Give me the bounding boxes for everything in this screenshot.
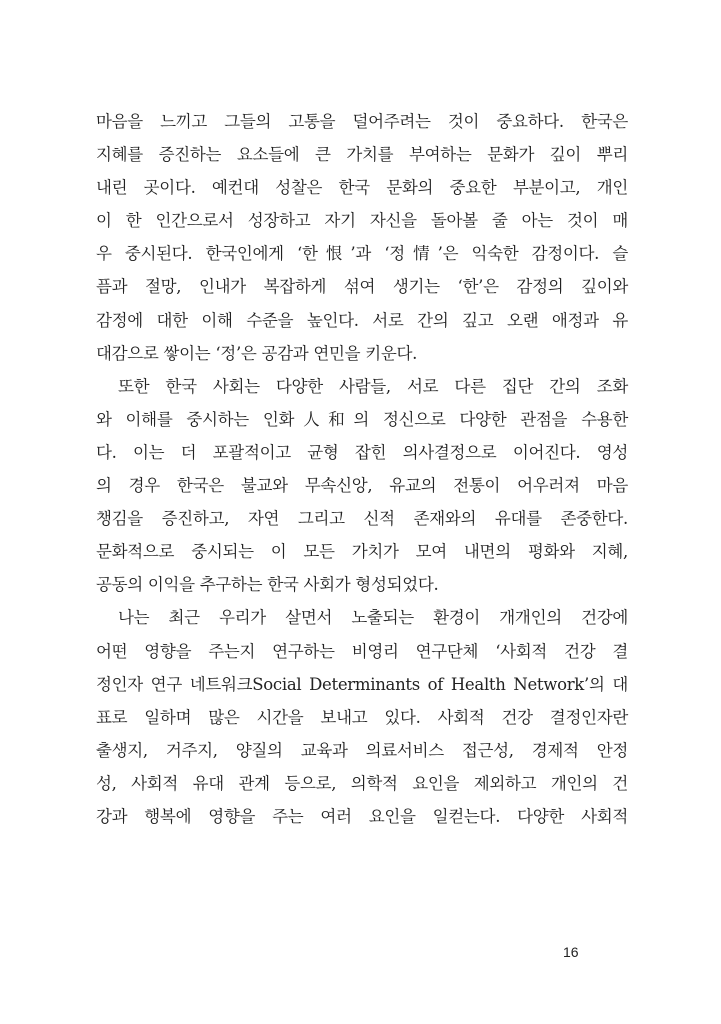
text-line: 와 이해를 중시하는 인화人和의 정신으로 다양한 관점을 수용한 — [96, 409, 628, 429]
text-line: 공동의 이익을 추구하는 한국 사회가 형성되었다. — [96, 575, 439, 595]
text-line: 대감으로 쌓이는 ‘정’은 공감과 연민을 키운다. — [96, 343, 418, 363]
text-line: 성, 사회적 유대 관계 등으로, 의학적 요인을 제외하고 개인의 건 — [96, 773, 628, 793]
text-line: 지혜를 증진하는 요소들에 큰 가치를 부여하는 문화가 깊이 뿌리 — [96, 145, 628, 165]
text-line: 내린 곳이다. 예컨대 성찰은 한국 문화의 중요한 부분이고, 개인 — [96, 178, 628, 198]
body-text — [96, 105, 628, 833]
text-line: 픔과 절망, 인내가 복잡하게 섞여 생기는 ‘한’은 감정의 깊이와 — [96, 277, 628, 297]
text-line: 마음을 느끼고 그들의 고통을 덜어주려는 것이 중요하다. 한국은 — [96, 112, 628, 131]
text-line: 출생지, 거주지, 양질의 교육과 의료서비스 접근성, 경제적 안정 — [96, 740, 628, 760]
page-number: 16 — [563, 944, 579, 960]
text-line: 어떤 영향을 주는지 연구하는 비영리 연구단체 ‘사회적 건강 결 — [96, 641, 628, 661]
text-line: 다. 이는 더 포괄적이고 균형 잡힌 의사결정으로 이어진다. 영성 — [96, 442, 628, 462]
text-line: 강과 행복에 영향을 주는 여러 요인을 일컫는다. 다양한 사회적 — [96, 806, 628, 826]
text-line: 챙김을 증진하고, 자연 그리고 신적 존재와의 유대를 존중한다. — [96, 509, 628, 529]
text-line: 문화적으로 중시되는 이 모든 가치가 모여 내면의 평화와 지혜, — [96, 542, 628, 562]
text-line: 의 경우 한국은 불교와 무속신앙, 유교의 전통이 어우러져 마음 — [96, 476, 628, 496]
text-line: 정인자 연구 네트워크Social Determinants of Health Network’의 대 — [96, 674, 628, 694]
text-line: 나는 최근 우리가 살면서 노출되는 환경이 개개인의 건강에 — [118, 608, 628, 628]
text-line: 이 한 인간으로서 성장하고 자기 자신을 돌아볼 줄 아는 것이 매 — [96, 211, 628, 231]
text-line: 우 중시된다. 한국인에게 ‘한恨’과 ‘정情’은 익숙한 감정이다. 슬 — [96, 244, 628, 264]
text-line: 표로 일하며 많은 시간을 보내고 있다. 사회적 건강 결정인자란 — [96, 707, 628, 727]
text-line: 또한 한국 사회는 다양한 사람들, 서로 다른 집단 간의 조화 — [118, 376, 628, 396]
text-line: 감정에 대한 이해 수준을 높인다. 서로 간의 깊고 오랜 애정과 유 — [96, 310, 628, 330]
